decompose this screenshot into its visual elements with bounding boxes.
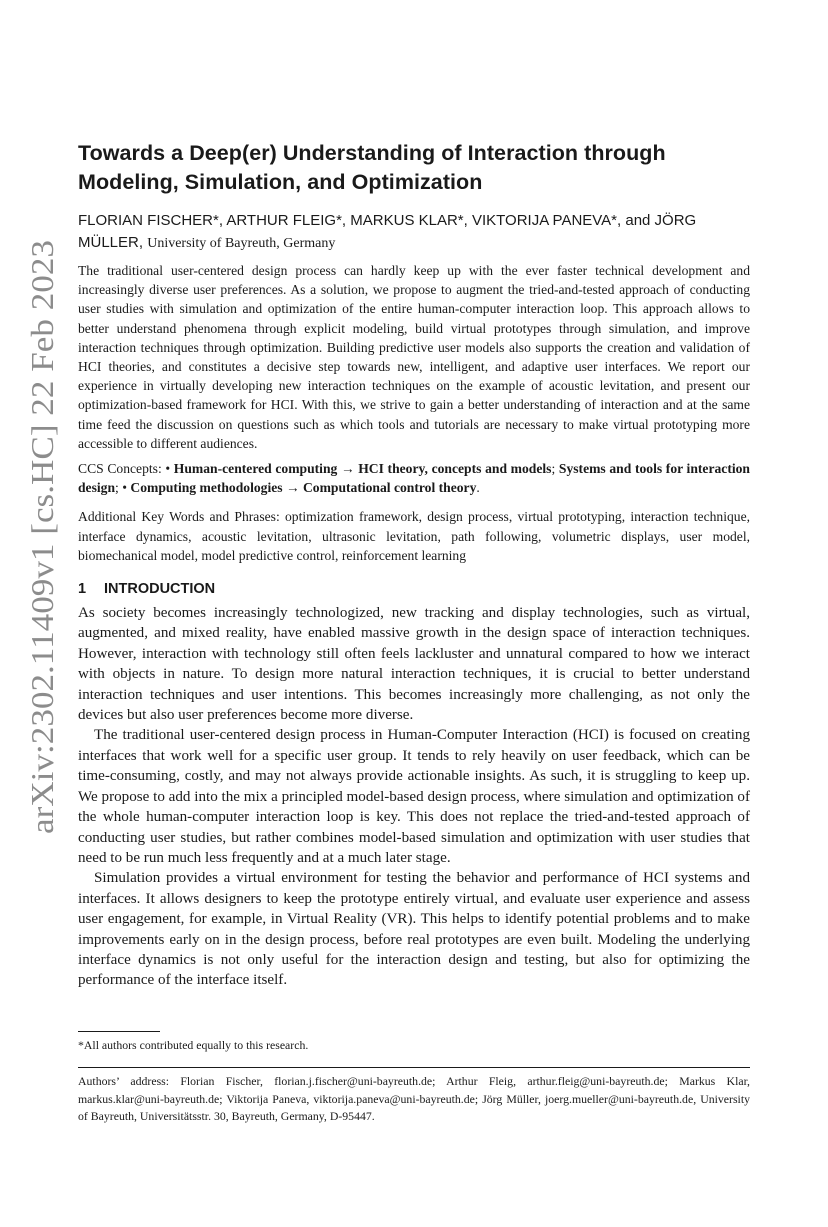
section-title: INTRODUCTION [104, 581, 216, 598]
ccs-concept: Human-centered computing → HCI theory, concepts and models [173, 461, 552, 477]
body-paragraph: Simulation provides a virtual environment for testing the behavior and performance of HCI systems and interfaces. It allows designers to keep the prototype entirely virtual, and evaluate user experience and assess user engagement, for example, in Virtual Reality (VR). This helps to identify potential problems and to make improvements early on in the design process, before real prototypes are even built. Modeling the underlying interface dynamics is not only useful for the interaction design and testing, but also for optimizing the performance of the interface itself. [78, 870, 750, 989]
ccs-concepts [78, 459, 750, 497]
paper-title: Towards a Deep(er) Understanding of Interaction through Modeling, Simulation, and Optimization [78, 141, 666, 194]
body-paragraph: As society becomes increasingly technologized, new tracking and display technologies, such as virtual, augmented, and mixed reality, have enabled massive growth in the design space of interaction techniques. However, interaction with technology still often feels lackluster and unnatural compared to how we interact with objects in nature. To design more natural interaction techniques, it is crucial to better understand interaction techniques and user intentions. This becomes increasingly more challenging, as not only the devices but also user preferences become more diverse. [78, 605, 750, 724]
author-block [78, 210, 750, 255]
abstract: The traditional user-centered design process can hardly keep up with the ever faster technical development and increasingly diverse user preferences. As a solution, we propose to augment the tried-and-tested approach of conducting user studies with simulation and optimization of the entire human-computer interaction loop. This approach allows to better understand phenomena through explicit modeling, build virtual prototypes through simulation, and improve interaction techniques through optimization. Building predictive user models also supports the creation and validation of HCI theories, and constitutes a decisive step towards new, intelligent, and adaptive user interfaces. We report our experience in virtually developing new interaction techniques on the example of acoustic levitation, and present our optimization-based framework for HCI. With this, we strive to gain a better understanding of interaction and at the same time feed the discussion on questions such as which tools and tutorials are necessary to make virtual prototyping more accessible to different audiences. [78, 263, 750, 451]
section-number: 1 [78, 581, 87, 598]
keywords: Additional Key Words and Phrases: optimization framework, design process, virtual prototyping, interaction technique, interface dynamics, acoustic levitation, ultrasonic levitation, path following, volumetric displays, user model, biomechanical model, model predictive control, reinforcement learning [78, 509, 750, 563]
authors-address: Authors’ address: Florian Fischer, florian.j.fischer@uni-bayreuth.de; Arthur Fleig, arthur.fleig@uni-bayreuth.de; Markus Klar, markus.klar@uni-bayreuth.de; Viktorija Paneva, viktorija.paneva@uni-bayreuth.de; Jörg Müller, joerg.mueller@uni-bayreuth.de, University of Bayreuth, Universitätsstr. 30, Bayreuth, Germany, D-95447. [78, 1074, 750, 1123]
section-heading [78, 579, 750, 599]
address-rule [78, 1067, 750, 1068]
ccs-end: . [476, 480, 480, 496]
author-affiliation: University of Bayreuth, Germany [147, 236, 336, 251]
ccs-concept: Computing methodologies → Computational control theory [130, 480, 477, 496]
ccs-label: CCS Concepts: • [78, 461, 174, 477]
ccs-concept: Systems and tools for interaction design [78, 461, 750, 496]
ccs-separator: ; • [115, 480, 131, 496]
body-paragraph: The traditional user-centered design process in Human-Computer Interaction (HCI) is focused on creating interfaces that work well for a specific user group. It tends to rely heavily on user feedback, which can be time-consuming, costly, and may not always provide actionable insights. As such, it is struggling to keep up. We propose to add into the mix a principled model-based design process, where simulation and optimization of the whole human-computer interaction loop is key. This does not replace the tried-and-tested approach of conducting user studies, but rather combines model-based simulation and optimization with user studies that need to be run much less frequently and at a much later stage. [78, 727, 750, 866]
arxiv-stamp [16, 238, 64, 834]
footnote: *All authors contributed equally to this research. [78, 1038, 309, 1052]
author-names: FLORIAN FISCHER*, ARTHUR FLEIG*, MARKUS KLAR*, VIKTORIJA PANEVA*, and JÖRG MÜLLER, [78, 212, 697, 251]
footnote-rule [78, 1031, 160, 1032]
ccs-separator: ; [551, 461, 559, 477]
arxiv-identifier: arXiv:2302.11409v1 [cs.HC] 22 Feb 2023 [25, 301, 60, 834]
paper-page [78, 139, 750, 991]
